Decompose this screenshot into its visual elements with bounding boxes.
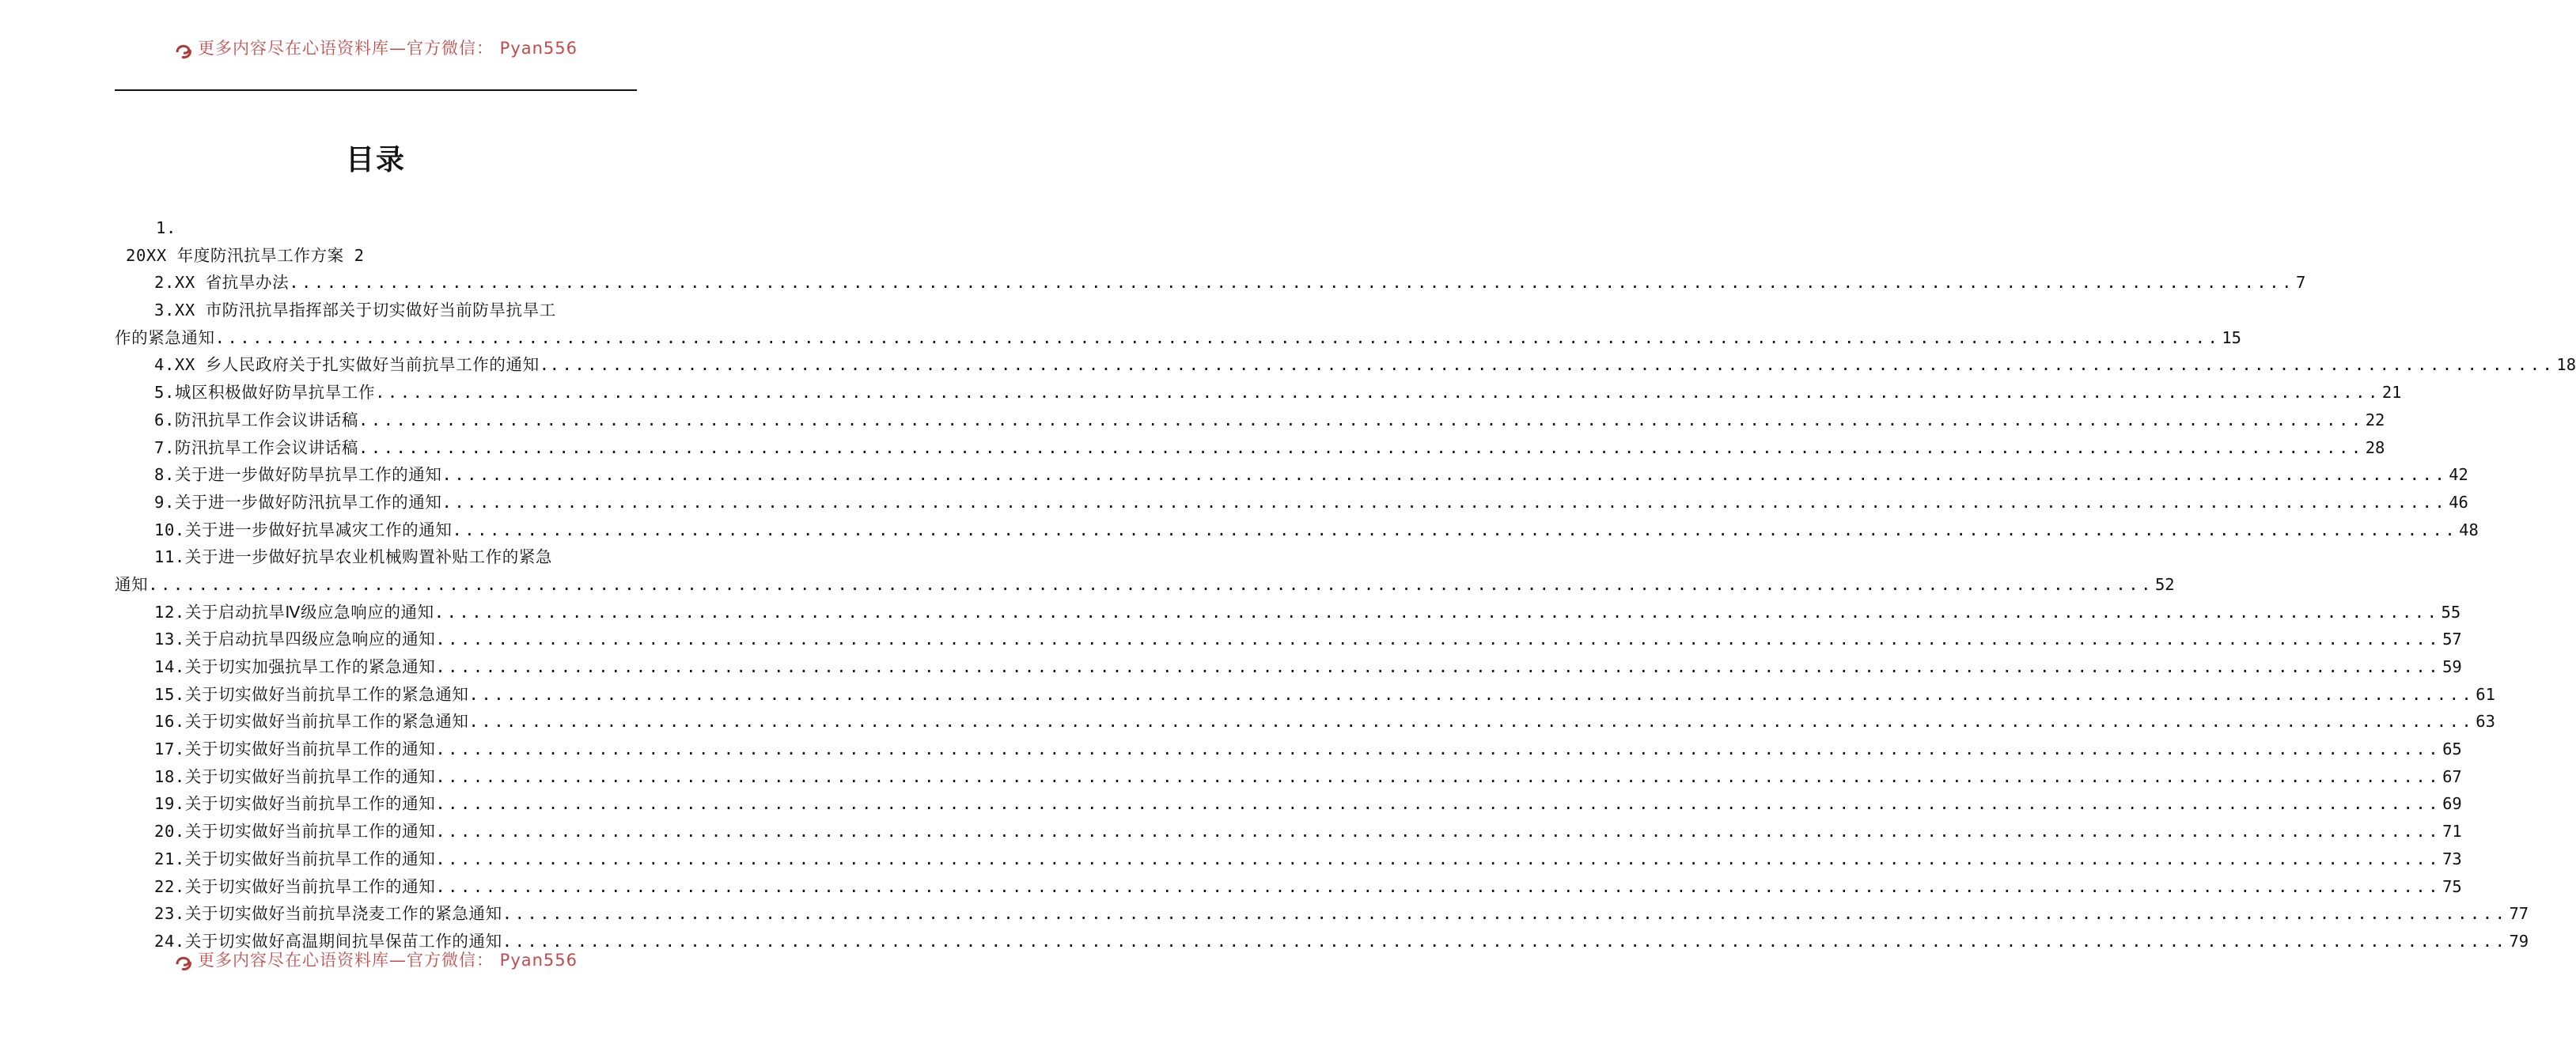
toc-dot-leader: ................................................................................................................................................................ [434,602,2440,622]
toc-item-text: 19.关于切实做好当前抗旱工作的通知 [154,794,436,814]
toc-item-text: 10.关于进一步做好抗旱减灾工作的通知 [154,520,453,539]
page-footer [0,951,752,978]
toc-item[interactable] [115,351,2576,379]
toc-item-continuation[interactable] [115,324,2242,352]
toc-item-text: 12.关于启动抗旱Ⅳ级应急响应的通知 [154,602,434,622]
toc-dot-leader: ................................................................................................................................................................ [375,383,2381,403]
toc-item[interactable] [115,516,2479,544]
toc-dot-leader: ................................................................................................................................................................ [435,876,2442,896]
toc-item-text: 18.关于切实做好当前抗旱工作的通知 [154,766,436,786]
toc-item-text: 13.关于启动抗旱四级应急响应的通知 [154,630,436,649]
toc-item-text: 2.XX 省抗旱办法 [154,273,290,293]
toc-item-continuation[interactable] [115,571,2175,599]
toc-dot-leader: ................................................................................................................................................................ [435,766,2442,786]
toc-page-number: 59 [2442,657,2462,676]
toc-dot-leader: ................................................................................................................................................................ [549,355,2555,375]
toc-item-text: 20.关于切实做好当前抗旱工作的通知 [154,822,436,842]
toc-dot-leader: ................................................................................................................................................................ [441,465,2448,485]
page-header [0,41,752,66]
toc-item-text: 9.关于进一步做好防汛抗旱工作的通知 [154,492,442,512]
toc-page-number: 57 [2442,630,2462,649]
toc-item-text: 22.关于切实做好当前抗旱工作的通知 [154,876,436,896]
toc-dot-leader: ................................................................................................................................................................ [435,822,2442,842]
toc-item[interactable] [115,407,2385,434]
toc-item[interactable] [115,900,2529,928]
toc-dot-leader: ................................................................................................................................................................ [441,492,2448,512]
toc-item[interactable] [115,873,2462,901]
toc-item-text: 4.XX 乡人民政府关于扎实做好当前抗旱工作的通知. [154,355,550,375]
toc-page-number: 67 [2442,766,2462,786]
toc-item[interactable] [115,489,2468,516]
toc-item-text: 21.关于切实做好当前抗旱工作的通知 [154,849,436,868]
toc-page-number: 75 [2442,876,2462,896]
toc-item-text: 15.关于切实做好当前抗旱工作的紧急通知 [154,684,469,704]
toc-item-text: 14.关于切实加强抗旱工作的紧急通知 [154,657,436,676]
toc-dot-leader: ................................................................................................................................................................ [289,273,2294,293]
brand-logo-icon [174,41,193,60]
toc-page-number: 22 [2365,410,2385,429]
toc-page-number: 18 [2556,355,2576,375]
toc-dot-leader: ................................................................................................................................................................ [502,931,2508,951]
toc-item[interactable] [115,653,2462,681]
toc-item[interactable] [115,708,2495,736]
toc-dot-leader: ................................................................................................................................................................ [452,520,2458,539]
toc-item-text: 11.关于进一步做好抗旱农业机械购置补贴工作的紧急 [154,547,553,567]
toc-item-text-continued: 通知 [115,574,149,594]
toc-item-text: 24.关于切实做好高温期间抗旱保苗工作的通知 [154,931,502,951]
toc-page-number: 48 [2459,520,2479,539]
toc-item-text: 8.关于进一步做好防旱抗旱工作的通知 [154,465,442,485]
toc-item-1-number [115,214,637,242]
toc-page-number: 69 [2442,794,2462,814]
toc-item-text: 7.防汛抗旱工作会议讲话稿 [154,437,358,457]
toc-dot-leader: ................................................................................................................................................................ [358,410,2364,429]
toc-item[interactable] [115,681,2495,709]
toc-item-text: 5.城区积极做好防旱抗旱工作 [154,383,376,403]
footer-banner [174,951,578,978]
toc-item-text: 16.关于切实做好当前抗旱工作的紧急通知 [154,712,469,732]
table-of-contents [115,214,2576,955]
toc-item-text: 23.关于切实做好当前抗旱浇麦工作的紧急通知 [154,904,502,924]
toc-dot-leader: ................................................................................................................................................................ [214,327,2221,347]
toc-dot-leader: ................................................................................................................................................................ [435,794,2442,814]
toc-item[interactable] [115,269,2306,297]
toc-page-number: 55 [2441,602,2461,622]
toc-page-number: 77 [2509,904,2529,924]
toc-page-number: 42 [2449,465,2468,485]
toc-page-number: 15 [2222,327,2242,347]
header-divider [115,89,637,91]
toc-dot-leader: ................................................................................................................................................................ [148,574,2154,594]
toc-dot-leader: ................................................................................................................................................................ [468,712,2475,732]
footer-banner-text: 更多内容尽在心语资料库—官方微信： Pyan556 [197,951,578,970]
toc-item[interactable] [115,626,2462,653]
toc-dot-leader: ................................................................................................................................................................ [435,630,2442,649]
toc-item-text-continued: 作的紧急通知 [115,327,215,347]
toc-page-number: 73 [2442,849,2462,868]
toc-page-number: 65 [2442,740,2462,759]
toc-item[interactable] [115,736,2462,763]
toc-page-number: 52 [2154,574,2175,594]
toc-item[interactable] [115,790,2462,818]
toc-item[interactable] [115,599,2461,626]
page-title: 目录 [345,143,406,176]
toc-dot-leader: ................................................................................................................................................................ [468,684,2475,704]
toc-dot-leader: ................................................................................................................................................................ [435,740,2442,759]
brand-logo-icon [174,953,193,972]
header-banner-text: 更多内容尽在心语资料库—官方微信： Pyan556 [197,39,578,58]
toc-item-text: 17.关于切实做好当前抗旱工作的通知 [154,740,436,759]
header-banner [174,39,578,66]
toc-page-number: 63 [2476,712,2495,732]
toc-page-number: 61 [2476,684,2495,704]
toc-page-number: 7 [2295,273,2306,293]
toc-item-text: 20XX 年度防汛抗旱工作方案 2 [126,245,365,265]
toc-item[interactable] [115,461,2468,489]
toc-item[interactable] [115,297,637,324]
toc-item[interactable] [115,845,2462,873]
toc-page-number: 46 [2449,492,2468,512]
toc-item-text: 6.防汛抗旱工作会议讲话稿 [154,410,358,429]
toc-item[interactable] [115,434,2385,462]
toc-dot-leader: ................................................................................................................................................................ [502,904,2508,924]
toc-dot-leader: ................................................................................................................................................................ [435,657,2442,676]
toc-page-number: 71 [2442,822,2462,842]
toc-page-number: 79 [2509,931,2529,951]
toc-item-number: 1. [156,218,176,237]
toc-page-number: 28 [2365,437,2385,457]
toc-dot-leader: ................................................................................................................................................................ [435,849,2442,868]
toc-page-number: 21 [2381,383,2402,403]
toc-item-1-title[interactable] [115,242,637,270]
toc-item[interactable] [115,818,2462,845]
toc-item[interactable] [115,379,2402,407]
toc-item-text: 3.XX 市防汛抗旱指挥部关于切实做好当前防旱抗旱工 [154,301,556,320]
toc-item[interactable] [115,763,2462,791]
toc-dot-leader: ................................................................................................................................................................ [358,437,2364,457]
toc-item[interactable] [115,543,637,571]
